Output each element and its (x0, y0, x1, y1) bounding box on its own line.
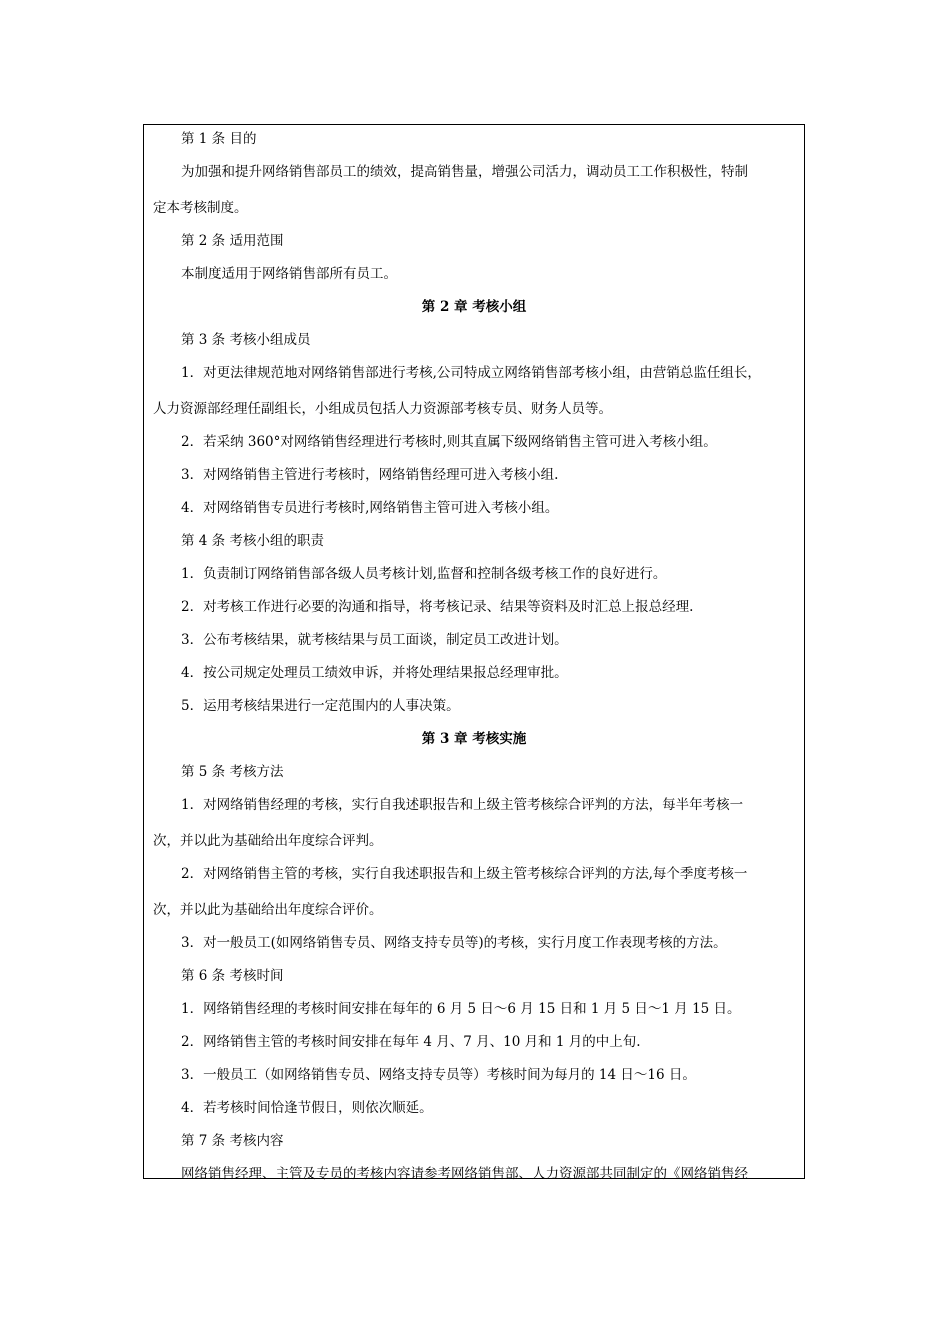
paragraph-line: 次，并以此为基础给出年度综合评判。 (153, 833, 383, 849)
paragraph-line: 1．对更法律规范地对网络销售部进行考核,公司特成立网络销售部考核小组，由营销总监任组长， (181, 365, 761, 381)
paragraph-line: 3．对一般员工(如网络销售专员、网络支持专员等)的考核，实行月度工作表现考核的方法。 (181, 935, 727, 951)
paragraph-line: 4．若考核时间恰逢节假日，则依次顺延。 (181, 1100, 433, 1116)
paragraph-line: 第 1 条 目的 (181, 131, 257, 147)
paragraph-line: 3．公布考核结果，就考核结果与员工面谈，制定员工改进计划。 (181, 632, 568, 648)
paragraph-line: 第 4 条 考核小组的职责 (181, 533, 324, 549)
document-frame (143, 124, 805, 1182)
paragraph-line: 1．对网络销售经理的考核，实行自我述职报告和上级主管考核综合评判的方法，每半年考核一 (181, 797, 744, 813)
paragraph-line: 次，并以此为基础给出年度综合评价。 (153, 902, 383, 918)
paragraph-line: 本制度适用于网络销售部所有员工。 (181, 266, 397, 282)
paragraph-line: 定本考核制度。 (153, 200, 248, 216)
paragraph-line: 人力资源部经理任副组长，小组成员包括人力资源部考核专员、财务人员等。 (153, 401, 612, 417)
paragraph-line: 3．对网络销售主管进行考核时，网络销售经理可进入考核小组. (181, 467, 559, 483)
paragraph-line: 2．对网络销售主管的考核，实行自我述职报告和上级主管考核综合评判的方法,每个季度考核一 (181, 866, 748, 882)
paragraph-line: 网络销售经理、主管及专员的考核内容请参考网络销售部、人力资源部共同制定的《网络销售经 (181, 1166, 748, 1182)
paragraph-line: 1．网络销售经理的考核时间安排在每年的 6 月 5 日～6 月 15 日和 1 月 5 日～1 月 15 日。 (181, 1001, 741, 1017)
chapter-heading: 第 2 章 考核小组 (421, 299, 527, 315)
paragraph-line: 第 5 条 考核方法 (181, 764, 284, 780)
paragraph-line: 2．网络销售主管的考核时间安排在每年 4 月、7 月、10 月和 1 月的中上旬. (181, 1034, 641, 1050)
paragraph-line: 第 7 条 考核内容 (181, 1133, 284, 1149)
paragraph-line: 3．一般员工（如网络销售专员、网络支持专员等）考核时间为每月的 14 日～16 日。 (181, 1067, 696, 1083)
paragraph-line: 2．对考核工作进行必要的沟通和指导，将考核记录、结果等资料及时汇总上报总经理. (181, 599, 694, 615)
paragraph-line: 第 3 条 考核小组成员 (181, 332, 311, 348)
paragraph-line: 5．运用考核结果进行一定范围内的人事决策。 (181, 698, 460, 714)
paragraph-line: 为加强和提升网络销售部员工的绩效，提高销售量，增强公司活力，调动员工工作积极性，特制 (181, 164, 748, 180)
chapter-heading: 第 3 章 考核实施 (421, 731, 527, 747)
paragraph-line: 第 6 条 考核时间 (181, 968, 284, 984)
paragraph-line: 第 2 条 适用范围 (181, 233, 284, 249)
paragraph-line: 4．按公司规定处理员工绩效申诉，并将处理结果报总经理审批。 (181, 665, 568, 681)
paragraph-line: 4．对网络销售专员进行考核时,网络销售主管可进入考核小组。 (181, 500, 559, 516)
paragraph-line: 1．负责制订网络销售部各级人员考核计划,监督和控制各级考核工作的良好进行。 (181, 566, 667, 582)
paragraph-line: 2．若采纳 360°对网络销售经理进行考核时,则其直属下级网络销售主管可进入考核小组。 (181, 434, 717, 450)
